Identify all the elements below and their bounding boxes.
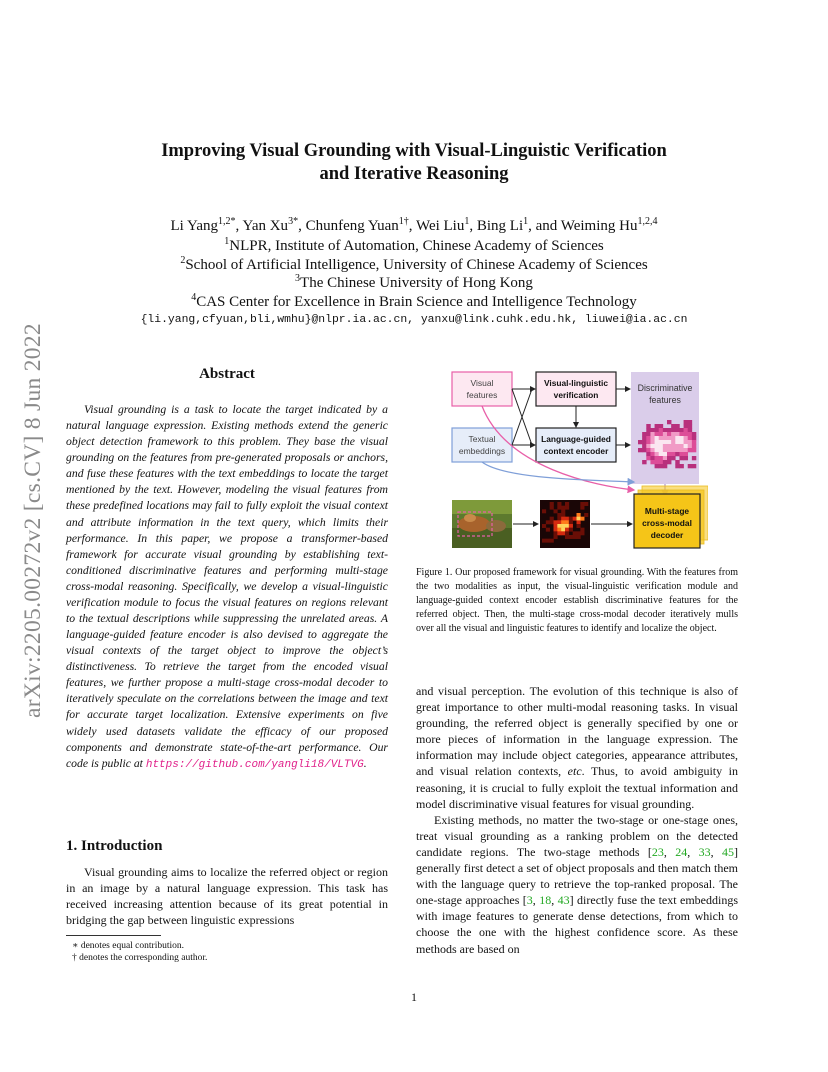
abstract-text: Visual grounding is a task to locate the target indicated by a natural language expression. Existing methods extend the generic object detection framework to this problem. They base the visual grounding on the features from pre-generated proposals or anchors, and fuse these features with the text embeddings to locate the target mentioned by the text. However, modeling the visual features from these predefined locations may fail to fully exploit the visual context and attribute information in the text query, which limits their performance. In this paper, we propose a transformer-based framework for accurate visual grounding by establishing text-conditioned discriminative features and performing multi-stage cross-modal reasoning. Specifically, we develop a visual-linguistic verification module to focus the visual features on regions relevant to the textual descriptions while suppressing the unrelated areas. A language-guided feature encoder is also devised to aggregate the visual contexts of the target object to improve the object’s distinctiveness. To retrieve the target from the encoded visual features, we further propose a multi-stage cross-modal decoder to iteratively speculate on the correlations between the image and text for accurate target localization. Extensive experiments on five widely used datasets validate the efficacy of our proposed components and demonstrate state-of-the-art performance. Our code is public at https://github.com/yangli18/VLTVG. [66,403,388,771]
affiliation-3: $^3$The Chinese University of Hong Kong [295,273,533,291]
citation-ref[interactable]: 24 [675,844,688,859]
lg-encoder-label-1: Language-guided [541,434,611,444]
footnote-corresponding-author: † denotes the corresponding author. [72,953,208,963]
author-affiliation-mark: 1† [398,216,409,227]
section-heading-introduction: 1. Introduction [66,838,163,854]
affiliation-4: $^4$CAS Center for Excellence in Brain Science and Intelligence Technology [191,292,637,310]
citations-one-stage[interactable]: 3, 18, 43 [526,893,570,908]
decoder-label-1: Multi-stage [644,506,690,516]
citation-ref[interactable]: 45 [722,844,735,859]
input-photo [452,500,512,548]
author-emails: {li.yang,cfyuan,bli,wmhu}@nlpr.ia.ac.cn, yanxu@link.cuhk.edu.hk, liuwei@ia.ac.cn [140,314,688,326]
textual-embeddings-label-1: Textual [468,434,496,444]
visual-features-label-2: features [466,390,498,400]
paper-title [0,140,828,186]
author-affiliation-mark: 1,2* [218,216,236,227]
framework-figure [446,368,708,563]
author-list: Li Yang$^{1,2*}$, Yan $Xu^{3*}$, Chunfeng Yuan$^{1\dagger}$, Wei Liu$^1$, Bing Li$^1$, and Weiming Hu$^{1,2,4}$ [170,216,658,234]
intro-continued [416,683,738,957]
decoder-label-2: cross-modal [642,518,692,528]
intro-paragraph-continued: and visual perception. The evolution of this technique is also of great importance to other multi-modal reasoning tasks. In visual grounding, the referred object is generally specified by one or more pieces of information in the language expression. The information may include object categories, appearance attributes, and visual relation contexts, etc. Thus, to avoid ambiguity in reasoning, it is crucial to fully exploit the textual information and model discriminative visual features for visual grounding. [416,684,738,811]
footnote-divider [66,935,161,936]
affiliation-2: $^2$School of Artificial Intelligence, University of Chinese Academy of Sciences [180,255,648,273]
citation-ref[interactable]: 43 [557,893,570,908]
title-line-2: and Iterative Reasoning [319,164,509,184]
discriminative-label-1: Discriminative [637,383,693,393]
footnote-equal-contribution: ∗ denotes equal contribution. [72,941,184,951]
intro-paragraph: Visual grounding aims to localize the referred object or region in an image by a natural language expression. This task has received increasing attention because of its great potential in bridging the gap between linguistic expressions [66,865,388,928]
author-name: Chunfeng Yuan [305,218,399,234]
arxiv-stamp: arXiv:2205.00272v2 [cs.CV] 8 Jun 2022 [19,322,46,718]
author-affiliation-mark: 1 [523,216,529,227]
page-number: 1 [411,990,417,1004]
abstract-heading: Abstract [199,366,255,382]
author-name: Weiming Hu [560,218,638,234]
decoder-label-3: decoder [650,530,684,540]
citation-ref[interactable]: 3 [526,893,533,908]
citation-ref[interactable]: 18 [539,893,552,908]
vl-verification-label-2: verification [553,390,599,400]
author-name: Wei Liu [415,218,465,234]
affiliation-1: $^1$NLPR, Institute of Automation, Chinese Academy of Sciences [224,236,604,254]
vl-verification-label-1: Visual-linguistic [543,378,609,388]
citation-ref[interactable]: 23 [651,844,664,859]
code-link[interactable]: https://github.com/yangli18/VLTVG [145,758,364,771]
citations-two-stage[interactable]: 23, 24, 33, 45 [651,844,735,859]
author-name: Li Yang [170,218,219,234]
author-name: Bing Li [476,218,524,234]
author-affiliation-mark: 1,2,4 [637,216,658,227]
title-line-1: Improving Visual Grounding with Visual-Linguistic Verification [161,141,667,161]
discriminative-label-2: features [649,395,681,405]
author-name: Yan Xu [242,218,289,234]
author-affiliation-mark: 1 [464,216,470,227]
lg-encoder-label-2: context encoder [543,446,609,456]
textual-embeddings-label-2: embeddings [458,446,506,456]
intro-paragraph-existing-methods: Existing methods, no matter the two-stage or one-stage ones, treat visual grounding as a ranking problem on the detected candidate regions. The two-stage methods [23, 24, 33, 45] generally first detect a set of object proposals and then match them with the language query to retrieve the top-ranked proposal. The one-stage approaches [3, 18, 43] directly fuse the text embeddings with image features to generate dense detections, from which to choose the one with the highest confidence score. As these methods are based on [416,812,739,956]
figure-caption: Figure 1. Our proposed framework for visual grounding. With the features from the two modalities as input, the visual-linguistic verification module and language-guided context encoder establish discriminative features for the referred object. Then, the multi-stage cross-modal decoder iteratively mulls over all the visual and linguistic features to identify and localize the object. [416,567,738,635]
visual-features-label-1: Visual [470,378,494,388]
citation-ref[interactable]: 33 [698,844,711,859]
author-affiliation-mark: 3* [288,216,299,227]
